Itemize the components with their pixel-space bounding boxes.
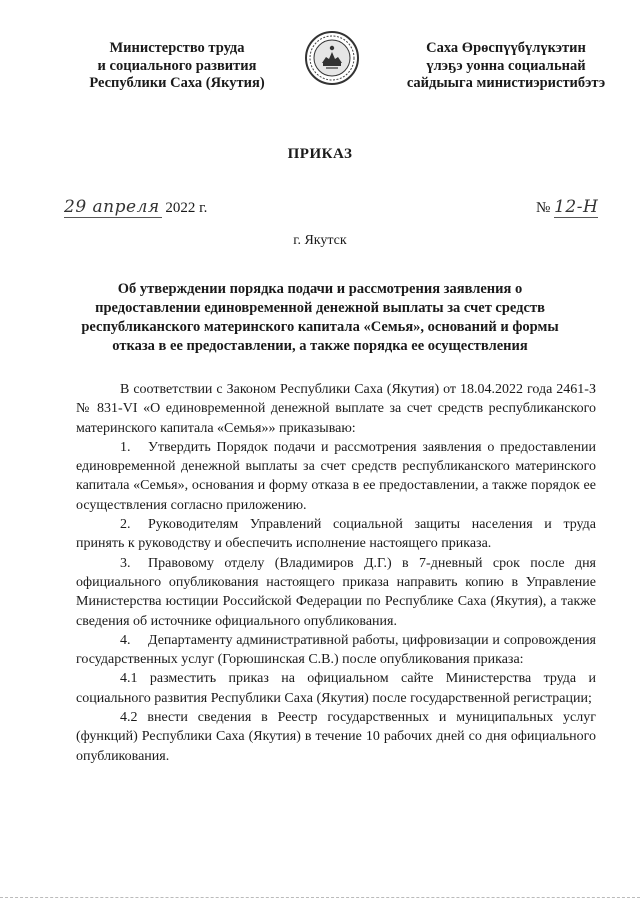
- item-number: 1.: [120, 439, 131, 455]
- subject-line: предоставлении единовременной денежной выплаты за счет средств: [95, 300, 545, 316]
- preamble: В соответствии с Законом Республики Саха (Якутия) от 18.04.2022 года 2461-З № 831-VI «О единовременной денежной выплате за счет средств республиканского материнского капитала «Семья»» приказываю:: [76, 382, 596, 436]
- item-text: Утвердить Порядок подачи и рассмотрения заявления о предоставлении единовременной денежной выплаты за счет средств республиканского материнского капитала «Семья», основания и форму отказа в ее предоставлении, а также порядок ее осуществления согласно приложению.: [76, 439, 596, 513]
- order-number: [536, 197, 598, 218]
- republic-emblem-icon: [304, 30, 360, 86]
- ministry-name-line: и социального развития: [97, 57, 257, 74]
- number-sign: №: [536, 200, 551, 216]
- order-subitem: 4.2 внести сведения в Реестр государственных и муниципальных услуг (функций) Республики Саха (Якутия) в течение 10 рабочих дней со дня официального опубликования.: [76, 710, 596, 764]
- order-item: [76, 438, 596, 515]
- ministry-name-line: үлэҕэ уонна социальнай: [426, 57, 586, 74]
- handwritten-number: 12-Н: [554, 197, 599, 217]
- item-text: Руководителям Управлений социальной защиты населения и труда принять к руководству и обеспечить исполнение настоящего приказа.: [76, 517, 596, 552]
- order-date: [64, 197, 207, 218]
- item-number: 4.: [120, 632, 131, 648]
- handwritten-date: 29 апреля: [64, 197, 160, 217]
- ministry-name-yakut: [388, 40, 624, 93]
- order-item: [76, 631, 596, 670]
- subject-line: отказа в ее предоставлении, а также порядка ее осуществления: [112, 338, 528, 354]
- order-item: [76, 554, 596, 631]
- ministry-name-russian: [62, 40, 292, 93]
- order-body: [76, 380, 596, 766]
- item-text: Правовому отделу (Владимиров Д.Г.) в 7-дневный срок после дня официального опубликования настоящего приказа направить копию в Управление Министерства юстиции Российской Федерации по Республике Саха (Якутия), а также сведения об источнике официального опубликования.: [76, 555, 596, 629]
- order-year: 2022 г.: [165, 200, 208, 216]
- order-subitem: 4.1 разместить приказ на официальном сайте Министерства труда и социального развития Республики Саха (Якутия) после государственной регистрации;: [76, 671, 596, 706]
- ministry-name-line: сайдыыга министиэристибэтэ: [406, 75, 606, 91]
- ministry-name-line: Саха Өрөспүүбүлүкэтин: [426, 40, 586, 56]
- item-number: 2.: [120, 517, 131, 533]
- page-bottom-edge: [0, 897, 640, 898]
- city: г. Якутск: [293, 233, 347, 248]
- item-number: 3.: [120, 555, 131, 571]
- subject-line: Об утверждении порядка подачи и рассмотрения заявления о: [117, 281, 523, 297]
- ministry-name-line: Министерство труда: [109, 40, 245, 56]
- subject-line: республиканского материнского капитала «Семья», оснований и формы: [81, 319, 559, 335]
- document-title: ПРИКАЗ: [287, 146, 353, 162]
- ministry-name-line: Республики Саха (Якутия): [89, 75, 265, 91]
- order-item: [76, 515, 596, 554]
- order-subject: [80, 280, 560, 356]
- item-text: Департаменту административной работы, цифровизации и сопровождения государственных услуг (Горюшинская С.В.) после опубликования приказа:: [76, 632, 596, 668]
